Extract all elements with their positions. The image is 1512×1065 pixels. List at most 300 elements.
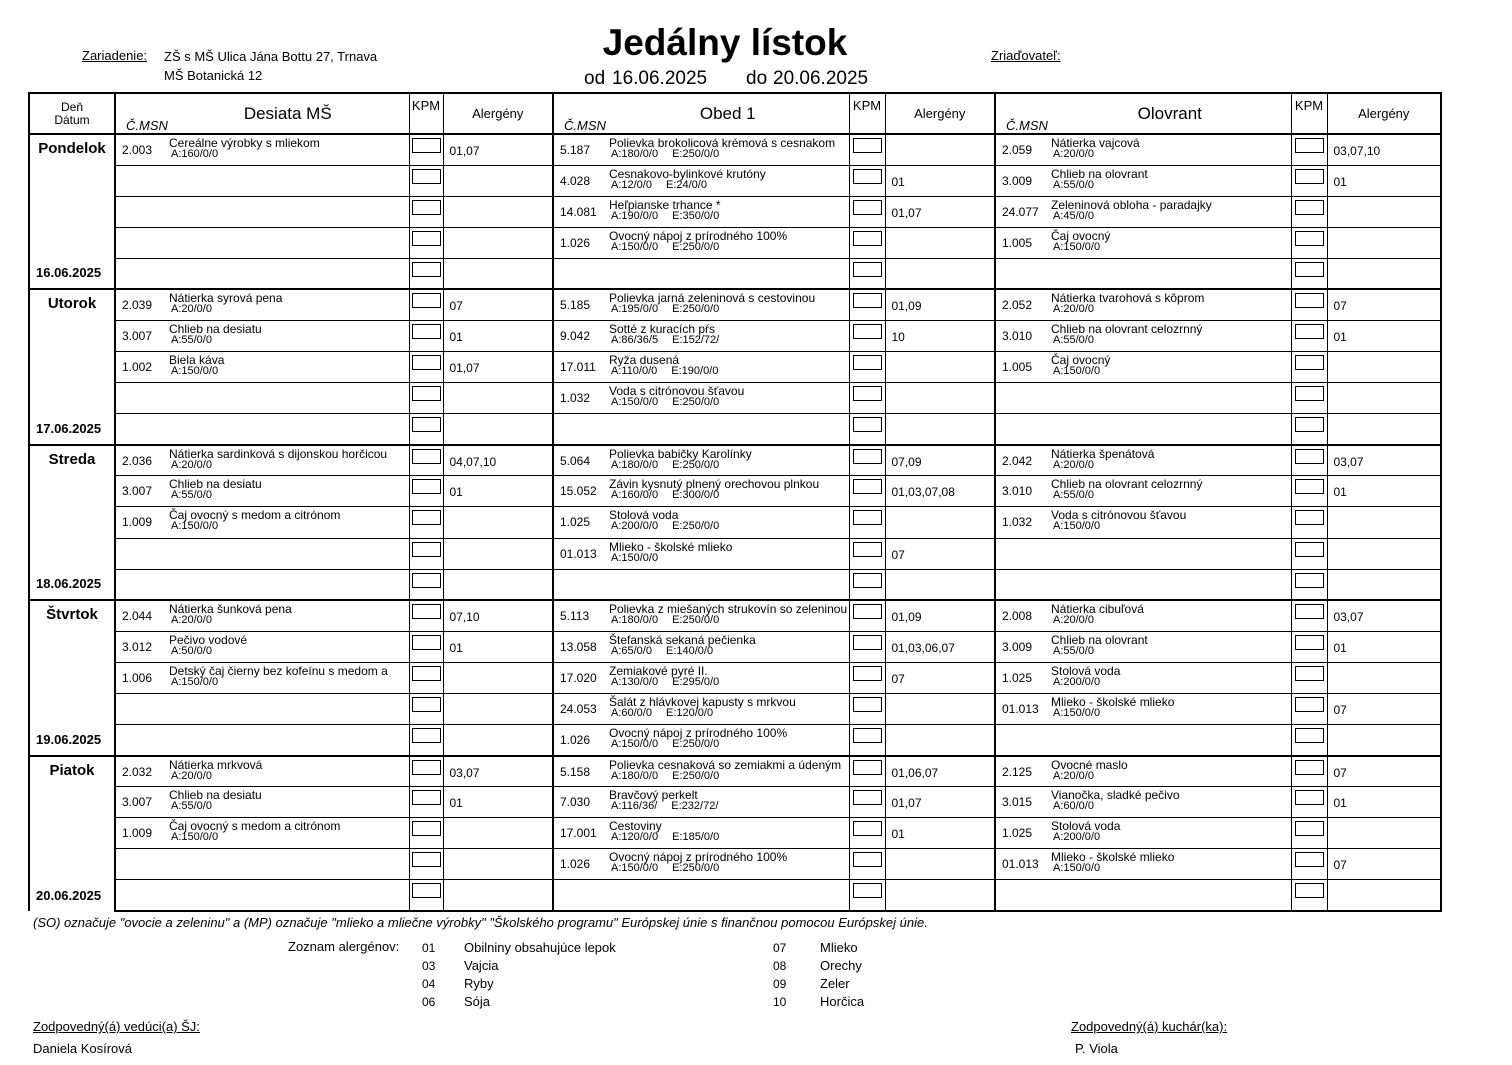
olovrant-item: [1049, 165, 1291, 196]
obed-item-name: Ovocný nápoj z prírodného 100%: [609, 725, 788, 740]
kpm-cell: [1291, 414, 1327, 445]
kpm-cell: [1291, 569, 1327, 600]
olovrant-item-name: Nátierka tvarohová s kôprom: [1051, 291, 1205, 306]
menu-row: [29, 693, 1441, 724]
day-header: Deň: [60, 99, 83, 114]
kpm-cell: [409, 289, 443, 320]
olovrant-item-code: [995, 538, 1049, 569]
allergens-cell: [443, 227, 553, 258]
obed-item-name: Polievka cesnaková so zemiakmi a údeným: [609, 757, 842, 772]
desiata-item-code: 2.036: [115, 445, 167, 476]
portion-e: E:250/0/0: [672, 862, 720, 875]
obed-item-code: 5.187: [553, 134, 607, 165]
olovrant-item: [1049, 600, 1291, 631]
kpm-cell: [409, 818, 443, 849]
portion-e: E:250/0/0: [672, 737, 720, 750]
portion-e: E:190/0/0: [671, 365, 719, 378]
kpm-cell: [409, 787, 443, 818]
desiata-item-code: [115, 724, 167, 755]
kpm-cell: [409, 724, 443, 755]
desiata-item-code: [115, 227, 167, 258]
olovrant-item-code: 3.010: [995, 476, 1049, 507]
olovrant-item: [1049, 662, 1291, 693]
obed-item-code: 7.030: [553, 787, 607, 818]
allergens-cell: 01,03,06,07: [885, 631, 995, 662]
menu-row: [29, 134, 1441, 165]
facility-line1: ZŠ s MŠ Ulica Jána Bottu 27, Trnava: [164, 49, 378, 64]
kpm-checkbox: [1295, 760, 1324, 775]
kpm-checkbox: [412, 666, 441, 681]
obed-item: [607, 787, 849, 818]
allergens-cell: 04,07,10: [443, 445, 553, 476]
olovrant-item: [1049, 227, 1291, 258]
kpm-checkbox: [1295, 262, 1324, 277]
allergens-cell: 01: [1327, 787, 1441, 818]
desiata-item-name: Cereálne výrobky s mliekom: [169, 136, 320, 150]
kpm-cell: [409, 880, 443, 911]
desiata-item-name: Detský čaj čierny bez kofeínu s medom a: [169, 663, 388, 678]
obed-item-name: Ovocný nápoj z prírodného 100%: [609, 228, 788, 243]
obed-item: [607, 258, 849, 289]
obed-item-code: 17.001: [553, 818, 607, 849]
kpm-cell: [1291, 787, 1327, 818]
allergens-cell: 01: [885, 818, 995, 849]
portion-a: A:200/0/0: [1053, 831, 1101, 844]
olovrant-item-code: 2.042: [995, 445, 1049, 476]
desiata-item: [167, 507, 409, 538]
allergens-cell: [1327, 818, 1441, 849]
olovrant-item: [1049, 258, 1291, 289]
desiata-item: [167, 880, 409, 911]
portion-a: A:20/0/0: [1053, 303, 1094, 316]
portion-e: E:250/0/0: [672, 458, 720, 471]
kpm-cell: [1291, 196, 1327, 227]
allergens-cell: [1327, 569, 1441, 600]
menu-row: [29, 507, 1441, 538]
day-date: 20.06.2025: [36, 888, 102, 903]
desiata-item-code: [115, 258, 167, 289]
day-name: Utorok: [47, 295, 97, 313]
kpm-cell: [849, 445, 885, 476]
kpm-cell: [849, 507, 885, 538]
olovrant-item: [1049, 787, 1291, 818]
menu-row: [29, 631, 1441, 662]
desiata-item-code: [115, 880, 167, 911]
kpm-cell: [409, 849, 443, 880]
kpm-checkbox: [853, 386, 882, 401]
obed-item-name: Sotté z kuracích pŕs: [609, 321, 716, 336]
portion-a: A:150/0/0: [171, 365, 219, 378]
kpm-checkbox: [853, 573, 882, 588]
allergen-name: Obilniny obsahujúce lepok: [464, 940, 616, 955]
portion-a: A:150/0/0: [1053, 365, 1101, 378]
obed-item-name: Cestoviny: [609, 819, 662, 834]
menu-row: [29, 538, 1441, 569]
desiata-item-name: Nátierka syrová pena: [169, 291, 283, 306]
kpm-cell: [849, 787, 885, 818]
desiata-item: [167, 849, 409, 880]
portion-a: A:55/0/0: [171, 489, 212, 502]
allergens-header-2: Alergény: [885, 93, 995, 134]
obed-item: [607, 352, 849, 383]
header-row: [29, 93, 1441, 134]
kpm-checkbox: [412, 200, 441, 215]
obed-item-code: 24.053: [553, 693, 607, 724]
kpm-checkbox: [1295, 449, 1324, 464]
kpm-cell: [1291, 258, 1327, 289]
menu-row: [29, 569, 1441, 600]
portion-a: A:200/0/0: [611, 520, 659, 533]
kpm-cell: [849, 383, 885, 414]
allergens-cell: 10: [885, 320, 995, 351]
allergens-cell: 01: [1327, 631, 1441, 662]
allergens-cell: 01,09: [885, 600, 995, 631]
portion-e: E:24/0/0: [665, 178, 707, 191]
kpm-checkbox: [412, 790, 441, 805]
menu-row: [29, 414, 1441, 445]
date-from-label: od: [584, 68, 606, 89]
kpm-header-1: KPM: [409, 93, 443, 134]
portion-a: A:20/0/0: [171, 458, 212, 471]
kpm-checkbox: [1295, 604, 1324, 619]
kpm-checkbox: [853, 635, 882, 650]
portion-e: E:232/72/: [671, 800, 719, 813]
kpm-checkbox: [412, 417, 441, 432]
olovrant-item-code: 3.009: [995, 631, 1049, 662]
kpm-checkbox: [853, 510, 882, 525]
obed-item: [607, 569, 849, 600]
portion-e: E:250/0/0: [672, 396, 720, 409]
day-cell: [29, 289, 115, 444]
kpm-checkbox: [1295, 169, 1324, 184]
obed-item: [607, 600, 849, 631]
portion-a: A:20/0/0: [1053, 769, 1094, 782]
cook-label: Zodpovedný(á) kuchár(ka):: [1071, 1019, 1228, 1034]
olovrant-item: [1049, 196, 1291, 227]
menu-table: [28, 92, 1442, 912]
obed-item-code: 1.026: [553, 849, 607, 880]
allergen-code: 08: [773, 959, 787, 973]
kpm-cell: [1291, 134, 1327, 165]
desiata-item-code: 2.039: [115, 289, 167, 320]
portion-a: A:120/0/0: [611, 831, 659, 844]
olovrant-item: [1049, 320, 1291, 351]
obed-item-name: Bravčový perkelt: [609, 788, 698, 803]
portion-a: A:200/0/0: [1053, 675, 1101, 688]
allergen-list-title: Zoznam alergénov:: [288, 939, 400, 954]
desiata-item-name: Chlieb na desiatu: [169, 788, 262, 803]
olovrant-item-code: 3.015: [995, 787, 1049, 818]
allergens-cell: [443, 569, 553, 600]
menu-row: [29, 880, 1441, 911]
allergens-cell: [443, 414, 553, 445]
kpm-checkbox: [412, 635, 441, 650]
kpm-cell: [409, 600, 443, 631]
portion-a: A:45/0/0: [1053, 209, 1094, 222]
kpm-cell: [409, 165, 443, 196]
kpm-checkbox: [853, 697, 882, 712]
obed-item-code: 1.026: [553, 227, 607, 258]
meal1-header: Desiata MŠ: [167, 93, 409, 134]
kpm-cell: [1291, 693, 1327, 724]
allergens-cell: [885, 352, 995, 383]
obed-item-name: Polievka jarná zeleninová s cestovinou: [609, 291, 816, 306]
kpm-cell: [409, 414, 443, 445]
portion-a: A:60/0/0: [611, 706, 652, 719]
kpm-cell: [849, 227, 885, 258]
kpm-cell: [1291, 476, 1327, 507]
kpm-checkbox: [412, 293, 441, 308]
allergen-code: 03: [422, 959, 436, 973]
allergens-cell: [443, 258, 553, 289]
kpm-checkbox: [853, 293, 882, 308]
portion-a: A:55/0/0: [171, 800, 212, 813]
allergens-cell: 01: [443, 476, 553, 507]
kpm-checkbox: [853, 324, 882, 339]
olovrant-item-name: Čaj ovocný: [1051, 228, 1111, 243]
kpm-cell: [849, 414, 885, 445]
portion-a: A:116/36/: [611, 800, 658, 813]
kpm-cell: [1291, 352, 1327, 383]
day-cell: [29, 600, 115, 755]
olovrant-item-name: Mlieko - školské mlieko: [1051, 694, 1175, 709]
kpm-checkbox: [1295, 728, 1324, 743]
obed-item: [607, 756, 849, 787]
desiata-item-code: 2.044: [115, 600, 167, 631]
allergens-cell: [443, 818, 553, 849]
day-cell: [29, 756, 115, 911]
olovrant-item-name: Stolová voda: [1051, 819, 1121, 834]
day-date-header: [29, 93, 115, 134]
manager-label: Zodpovedný(á) vedúci(a) ŠJ:: [33, 1019, 200, 1034]
desiata-item: [167, 631, 409, 662]
portion-e: E:250/0/0: [672, 520, 720, 533]
portion-a: A:180/0/0: [611, 458, 659, 471]
portion-a: A:20/0/0: [171, 303, 212, 316]
allergens-cell: 07: [1327, 756, 1441, 787]
kpm-checkbox: [412, 542, 441, 557]
obed-item-code: 15.052: [553, 476, 607, 507]
kpm-cell: [849, 476, 885, 507]
allergens-header-3: Alergény: [1327, 93, 1441, 134]
cook-name: P. Viola: [1075, 1041, 1118, 1056]
olovrant-item: [1049, 818, 1291, 849]
obed-item-code: [553, 258, 607, 289]
kpm-cell: [1291, 662, 1327, 693]
kpm-checkbox: [1295, 635, 1324, 650]
obed-item: [607, 383, 849, 414]
kpm-cell: [1291, 320, 1327, 351]
kpm-checkbox: [412, 449, 441, 464]
desiata-item-name: Nátierka šunková pena: [169, 602, 292, 617]
kpm-checkbox: [1295, 852, 1324, 867]
obed-item-code: 1.032: [553, 383, 607, 414]
obed-item-name: Závin kysnutý plnený orechovou plnkou: [609, 477, 820, 492]
allergens-cell: 03,07: [443, 756, 553, 787]
kpm-cell: [409, 352, 443, 383]
allergens-cell: 03,07: [1327, 445, 1441, 476]
kpm-checkbox: [412, 138, 441, 153]
obed-item: [607, 849, 849, 880]
portion-a: A:55/0/0: [171, 333, 212, 346]
allergen-name: Mlieko: [820, 940, 858, 955]
desiata-item-code: 3.007: [115, 320, 167, 351]
olovrant-item-code: 2.125: [995, 756, 1049, 787]
allergen-name: Vajcia: [464, 958, 499, 973]
allergens-cell: [1327, 538, 1441, 569]
obed-item: [607, 693, 849, 724]
allergen-code: 10: [773, 995, 787, 1009]
kpm-cell: [849, 849, 885, 880]
obed-item-name: Zemiakové pyré II.: [609, 663, 708, 678]
allergens-cell: [443, 538, 553, 569]
olovrant-item-code: 2.008: [995, 600, 1049, 631]
portion-a: A:160/0/0: [611, 489, 659, 502]
obed-item-code: 1.025: [553, 507, 607, 538]
meal2-header: Obed 1: [607, 93, 849, 134]
kpm-checkbox: [1295, 573, 1324, 588]
kpm-checkbox: [853, 200, 882, 215]
desiata-item: [167, 134, 409, 165]
allergens-cell: [443, 383, 553, 414]
allergens-cell: 07: [1327, 693, 1441, 724]
kpm-checkbox: [412, 728, 441, 743]
portion-a: A:150/0/0: [1053, 862, 1101, 875]
allergens-cell: 01: [885, 165, 995, 196]
allergens-cell: 07: [1327, 289, 1441, 320]
portion-a: A:150/0/0: [611, 862, 659, 875]
kpm-checkbox: [1295, 324, 1324, 339]
allergens-cell: [1327, 507, 1441, 538]
obed-item-code: 5.064: [553, 445, 607, 476]
olovrant-item-name: Stolová voda: [1051, 663, 1121, 678]
olovrant-item-name: Mlieko - školské mlieko: [1051, 850, 1175, 865]
olovrant-item-code: [995, 258, 1049, 289]
olovrant-item-code: 1.005: [995, 227, 1049, 258]
olovrant-item: [1049, 569, 1291, 600]
olovrant-item-code: 24.077: [995, 196, 1049, 227]
portion-a: A:150/0/0: [1053, 240, 1101, 253]
kpm-cell: [849, 196, 885, 227]
desiata-item-name: Pečivo vodové: [169, 632, 248, 647]
kpm-checkbox: [1295, 697, 1324, 712]
olovrant-item-name: Nátierka špenátová: [1051, 446, 1155, 461]
portion-a: A:180/0/0: [611, 614, 659, 627]
olovrant-item: [1049, 352, 1291, 383]
facility-label: Zariadenie:: [82, 48, 148, 63]
desiata-item-name: Nátierka sardinková s dijonskou horčicou: [169, 446, 388, 461]
desiata-item-code: [115, 165, 167, 196]
kpm-checkbox: [853, 479, 882, 494]
kpm-checkbox: [1295, 821, 1324, 836]
kpm-cell: [849, 662, 885, 693]
portion-e: E:250/0/0: [672, 303, 720, 316]
kpm-checkbox: [853, 604, 882, 619]
allergens-cell: 01,06,07: [885, 756, 995, 787]
kpm-cell: [409, 383, 443, 414]
kpm-cell: [849, 320, 885, 351]
olovrant-item-code: [995, 569, 1049, 600]
day-date: 18.06.2025: [36, 576, 102, 592]
allergen-code: 07: [773, 941, 787, 955]
desiata-item-code: [115, 414, 167, 445]
portion-a: A:12/0/0: [611, 178, 652, 191]
kpm-cell: [849, 880, 885, 911]
allergens-cell: [443, 724, 553, 755]
page-title: Jedálny lístok: [602, 22, 848, 63]
day-cell: [29, 134, 115, 289]
desiata-item: [167, 724, 409, 755]
school-program-footnote: (SO) označuje "ovocie a zeleninu" a (MP) označuje "mlieko a mliečne výrobky" "Školského programu" Európskej únie s finančnou pomocou Európskej únie.: [33, 915, 928, 930]
facility-line2: MŠ Botanická 12: [164, 68, 263, 83]
desiata-item-code: [115, 538, 167, 569]
portion-e: E:295/0/0: [672, 675, 720, 688]
allergen-code: 01: [422, 941, 436, 955]
desiata-item-code: 3.007: [115, 476, 167, 507]
kpm-checkbox: [853, 449, 882, 464]
menu-row: [29, 320, 1441, 351]
portion-a: A:55/0/0: [1053, 644, 1094, 657]
portion-a: A:55/0/0: [1053, 489, 1094, 502]
portion-e: E:140/0/0: [665, 644, 714, 657]
olovrant-item: [1049, 724, 1291, 755]
kpm-checkbox: [412, 697, 441, 712]
olovrant-item-code: [995, 414, 1049, 445]
allergens-cell: [1327, 414, 1441, 445]
desiata-item: [167, 445, 409, 476]
kpm-checkbox: [853, 883, 882, 898]
kpm-checkbox: [1295, 666, 1324, 681]
portion-a: A:150/0/0: [1053, 520, 1101, 533]
allergens-cell: 01: [1327, 320, 1441, 351]
allergens-cell: 01: [443, 320, 553, 351]
kpm-checkbox: [412, 573, 441, 588]
kpm-cell: [1291, 538, 1327, 569]
menu-row: [29, 662, 1441, 693]
allergens-cell: 01,07: [443, 352, 553, 383]
obed-item-name: Štefanská sekaná pečienka: [609, 632, 756, 647]
olovrant-item-name: Chlieb na olovrant celozrnný: [1051, 477, 1203, 492]
kpm-cell: [409, 538, 443, 569]
menu-row: [29, 724, 1441, 755]
olovrant-item: [1049, 538, 1291, 569]
kpm-cell: [849, 818, 885, 849]
kpm-checkbox: [1295, 417, 1324, 432]
allergen-name: Zeler: [820, 976, 850, 991]
desiata-item: [167, 414, 409, 445]
allergens-cell: [885, 134, 995, 165]
obed-item: [607, 724, 849, 755]
desiata-item-code: [115, 849, 167, 880]
desiata-item-code: [115, 383, 167, 414]
olovrant-item-code: 2.052: [995, 289, 1049, 320]
obed-item: [607, 538, 849, 569]
allergens-cell: [1327, 662, 1441, 693]
allergens-cell: [1327, 227, 1441, 258]
obed-item-code: 13.058: [553, 631, 607, 662]
obed-item: [607, 445, 849, 476]
allergens-cell: 01: [443, 787, 553, 818]
date-from: 16.06.2025: [612, 68, 708, 89]
menu-row: [29, 289, 1441, 320]
day-name: Piatok: [49, 761, 95, 779]
portion-a: A:150/0/0: [611, 737, 659, 750]
kpm-checkbox: [412, 324, 441, 339]
olovrant-item: [1049, 849, 1291, 880]
allergens-cell: [885, 880, 995, 911]
olovrant-item: [1049, 414, 1291, 445]
obed-item-code: 1.026: [553, 724, 607, 755]
